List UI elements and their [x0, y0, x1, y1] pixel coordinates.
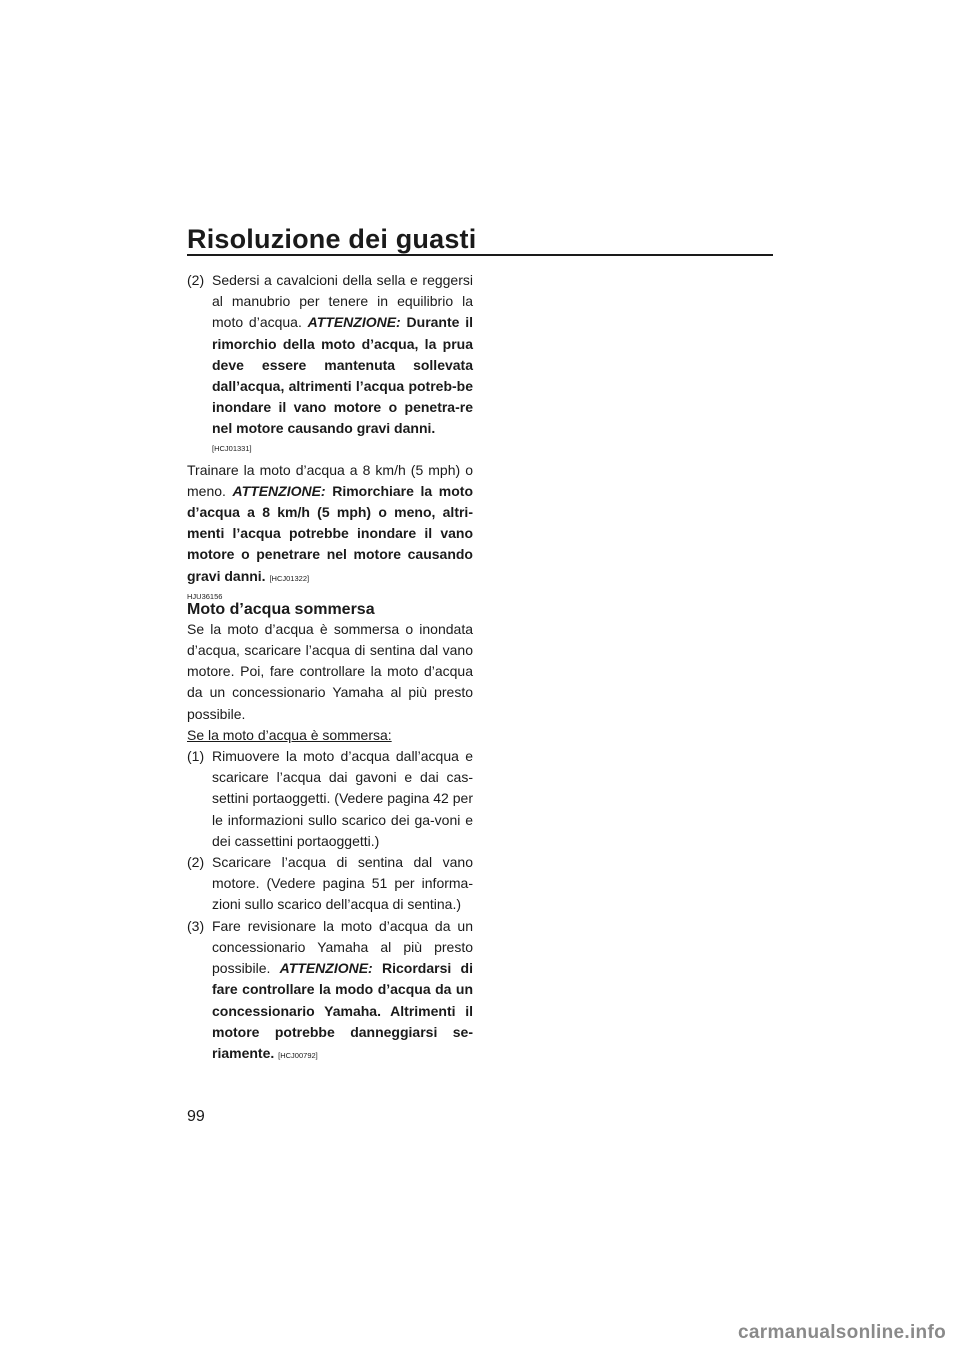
section-code: HJU36156	[187, 591, 223, 601]
list-item-label: (2)	[187, 272, 205, 288]
tow-text: Trainare la moto d’acqua a 8 km/h (5 mph) o meno.	[187, 461, 473, 499]
list-item-text: Sedersi a cavalcioni della sella e reggersi al manubrio per tenere in equilibrio la moto d’acqua.	[212, 272, 473, 331]
header-rule	[187, 254, 773, 256]
caution-text: Durante il rimorchio della moto d’acqua, la prua deve essere mantenuta sollevata dall’acqua, altrimenti l’acqua potreb-be inondare il vano motore o penetra-re nel motore causando gravi danni.	[212, 314, 473, 437]
reference-code: [HCJ00792]	[278, 1050, 318, 1060]
section-title: Moto d’acqua sommersa	[187, 600, 375, 618]
tow-paragraph	[187, 460, 473, 589]
step-1	[187, 746, 473, 852]
step-label: (3)	[187, 917, 205, 934]
list-item-2	[187, 270, 473, 440]
caution-label: ATTENZIONE:	[307, 314, 401, 331]
caution-text: Ricordarsi di fare controllare la modo d’acqua da un concessionario Yamaha. Altrimenti il motore potrebbe danneggiarsi se-riamente.	[212, 960, 473, 1061]
page-title: Risoluzione dei guasti	[187, 224, 477, 254]
main-column	[187, 270, 473, 1066]
step-2	[187, 852, 473, 916]
step-label: (1)	[187, 748, 205, 765]
caution-label: ATTENZIONE:	[232, 482, 326, 499]
caution-text: Rimorchiare la moto d’acqua a 8 km/h (5 mph) o meno, altri-menti l’acqua potrebbe inondare il vano motore o penetrare nel motore causando gravi danni.	[187, 482, 474, 584]
caution-label: ATTENZIONE:	[279, 960, 373, 977]
reference-code: [HCJ01322]	[269, 573, 310, 583]
step-text: Fare revisionare la moto d’acqua da un concessionario Yamaha al più presto possibile.	[212, 917, 473, 977]
step-text: Rimuovere la moto d’acqua dall’acqua e scaricare l’acqua dai gavoni e dai cas-settini portaoggetti. (Vedere pagina 42 per le informazioni sullo scarico dei ga-voni e dei cassettini portaoggetti.)	[212, 748, 473, 849]
step-text: Scaricare l’acqua di sentina dal vano motore. (Vedere pagina 51 per informa-zioni sullo scarico dell’acqua di sentina.)	[212, 854, 473, 913]
step-label: (2)	[187, 854, 205, 871]
page-number: 99	[187, 1108, 205, 1125]
watermark: carmanualsonline.info	[738, 1322, 946, 1343]
section-intro: Se la moto d’acqua è sommersa o inondata d’acqua, scaricare l’acqua di sentina dal vano motore. Poi, fare controllare la moto d’acqua da un concessionario Yamaha al più presto possibile.	[187, 620, 473, 722]
subheading: Se la moto d’acqua è sommersa:	[187, 726, 392, 743]
step-3	[187, 916, 473, 1066]
reference-code: [HCJ01331]	[212, 443, 252, 453]
